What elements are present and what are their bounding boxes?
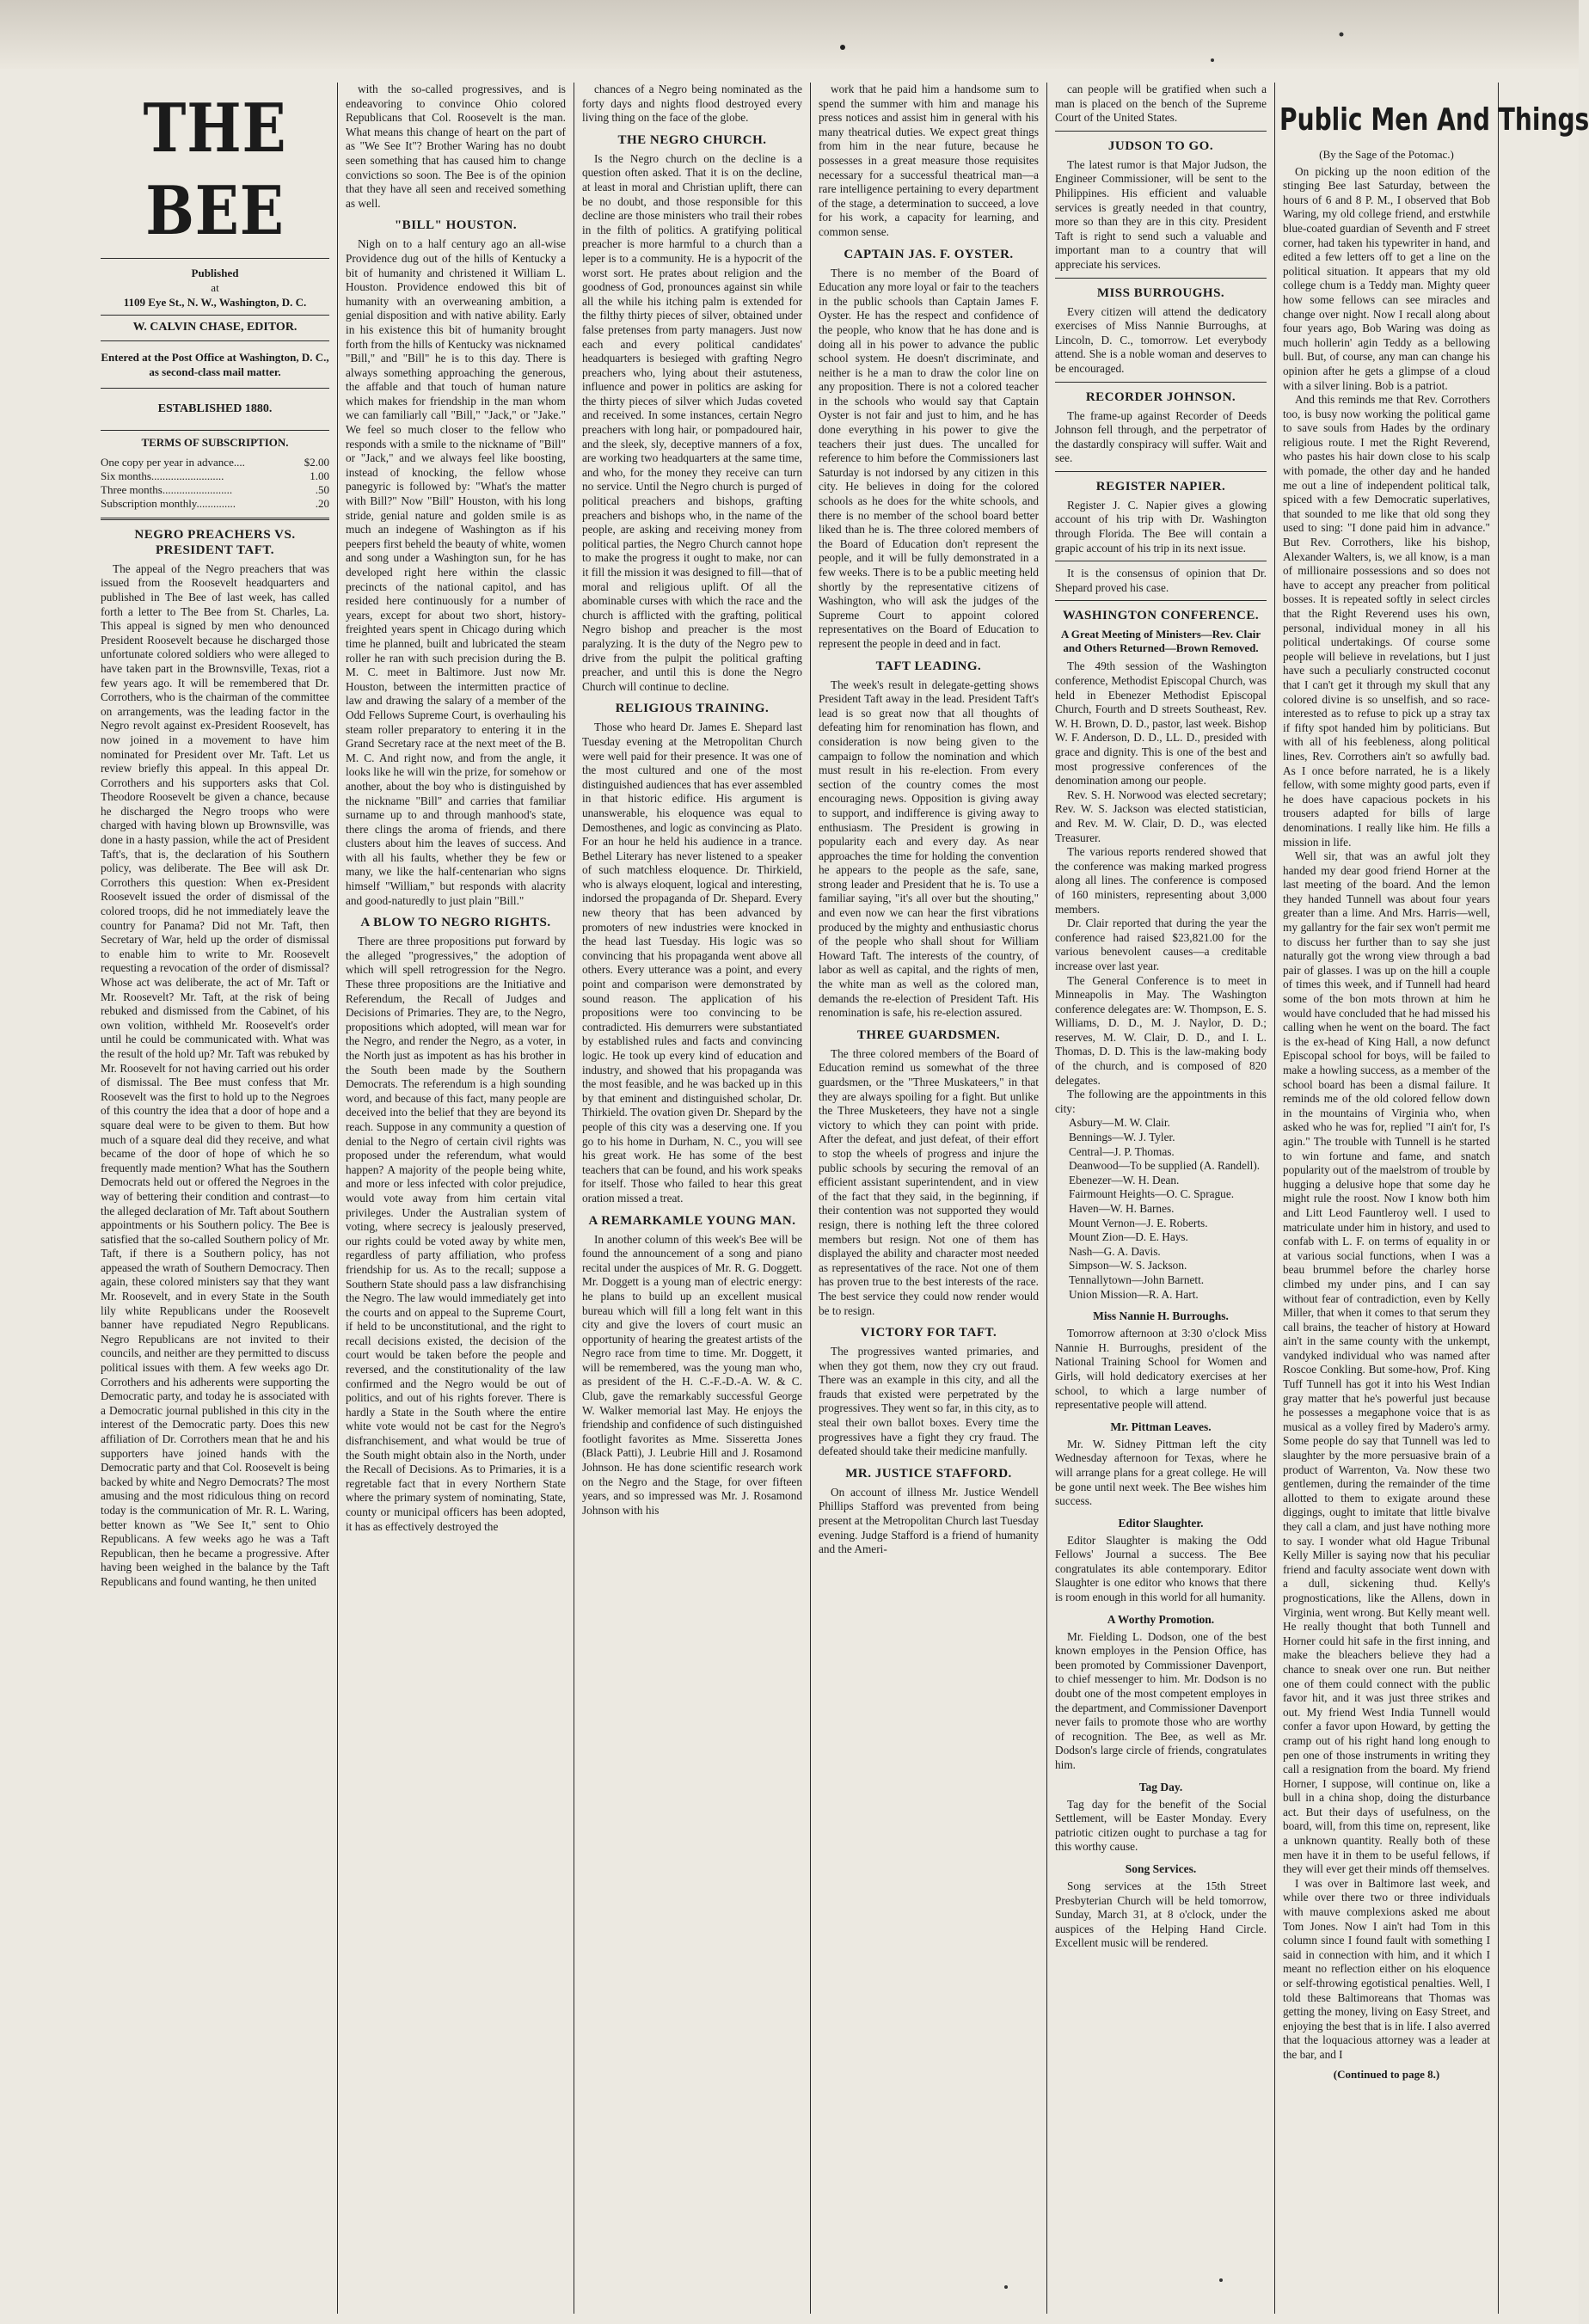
headline-recorder-johnson: RECORDER JOHNSON. [1085, 389, 1236, 404]
column-5 [1047, 83, 1275, 2314]
article-paragraph: The 49th session of the Washington conference, Methodist Episcopal Church, was held in Ebenezer Methodist Episcopal Church, Fourth and D streets Southeast, Rev. W. H. Brown, D. D., pastor, last week. Bishop W. F. Anderson, D. D., LL. D., presided with grace and dignity. This is one of the best and most progressive conferences of the denomination among our people. [1055, 659, 1267, 788]
list-item: Fairmount Heights—O. C. Sprague. [1069, 1187, 1235, 1201]
article-paragraph: Nigh on to a half century ago an all-wise Providence dug out of the hills of Kentucky a bit of humanity and christened it William L. Houston. Providence endowed this bit of humanity with an overweaning ambition, a genial disposition and with native ability. Early in his existence this bit of humanity brought forth from the hills of Kentucky was nicknamed "Bill," and "Bill" he is to this day. There is always something approaching the generous, the affable and that touch of human nature which makes for friendship in the man whom we can familiarly call "Bill," "Jack," or "Jake." We feel so much closer to the fellow who responds with a smile to the nickname of "Bill" or "Jack," and we always feel like boosting, instead of knocking, the fellow whose panegyric is followed by: "What's the matter with Bill?" Now "Bill" Houston, with his long stride, genial nature and golden smile is as much an indegene of Washington as if his peepers first beheld the beauty of white, women and song under a Washington sun, for he has developed right here within the classic precincts of the national capitol, and has resided here continuously for a number of years, except for about two short, history-freighted years spent in Chicago during which time he planned, built and lubricated the steam roller he ran with such precision during the B. M. C. meet in Baltimore. Just now Mr. Houston, between the intermitten practice of law and drawing the salary of a member of the Odd Fellows Supreme Court, is overhauling his steam roller preparatory to entering it in the Grand Secretary race at the next meet of the B. M. C. And right now, and from the angle, it looks like he will win the prize, for somehow or another, about the boy who is distinguished by the nickname "Bill" and carries that familiar surname up to and through manhood's state, there clings the aroma of friends, and there clusters about him the leaves of success. And with all his faults, whether they be few or many, we like the half-centenarian who signs himself "William," but responds with alacrity and good-naturedly to just plain "Bill." [346, 237, 566, 907]
article-paragraph: The various reports rendered showed that the conference was making marked progress along all lines. The conference is composed of 160 ministers, representing about 3,000 members. [1055, 845, 1267, 916]
byline: (By the Sage of the Potomac.) [1319, 148, 1454, 161]
article-paragraph: chances of a Negro being nominated as the forty days and nights flood destroyed every living thing on the face of the globe. [582, 83, 802, 125]
established-line: ESTABLISHED 1880. [157, 402, 273, 415]
terms-row: Six months.......................... 1.00 [101, 469, 329, 482]
headline-song-services: Song Services. [1125, 1861, 1197, 1875]
entered-notice: Entered at the Post Office at Washington, D. C., as second-class mail matter. [101, 350, 329, 378]
column-3 [574, 83, 811, 2314]
article-paragraph: And this reminds me that Rev. Corrothers too, is busy now working the political game to save souls from Hades by the ordinary religious route. I met the Right Reverend, who pastes his hair down close to his scalp with pomade, the other day and he handed me out a line of independent political talk, spiced with a few Democratic superlatives, that sounded to me like that old song they used to sing: "I done paid him in advance." But Rev. Corrothers, like his bishop, Alexander Walters, is, we all know, is a man of millionaire possessions and so does not have to accept any preacher from political bosses. It is repeated softly in select circles that the Right Reverend uses his own, personal, individual money in all his political undertakings. Of course some people will believe in revelations, but I just have such a peculiarly constructed coconut that I can't get it through my skull that any colored divine is so unselfish, and so race-interested as to refuse to pick up a stray tax if fifty spot handed him by politicians. But with all of his feebleness, along political lines, Rev. Corrothers ain't so awfully bad. As I once before narrated, he is a likely fellow, with some mighty good parts, even if he does have capacious pockets in his trousers adapted for bills of large denominations. I really like him. He fills a mission in life. [1283, 393, 1490, 849]
headline-blow-to-negro-rights: A BLOW TO NEGRO RIGHTS. [360, 916, 551, 930]
divider [101, 430, 329, 431]
article-paragraph: There are three propositions put forward by the alleged "progressives," the adoption of which will spell retrogression for the Negro. These three propositions are the Initiative and Referendum, the Recall of Judges and Decisions of Primaries. They are, to the Negro, propositions which adopted, will mean war for the Negro, and render the Negro, as a voter, in the North just as impotent as has his brother in the South been made by the Southern Democrats. The referendum is a high sounding word, and because of this fact, many people are deceived into the belief that they are beyond its reach. Suppose in any community a question of denial to the Negro of certain civil rights was proposed under the referendum, what would happen? A majority of the people being white, and more or less infected with color prejudice, would vote away from him certain vital privileges. Under the Australian system of voting, where secrecy is jealously preserved, our rights could be voted away by white men, regardless of party affiliation, who profess friendship for us. As to the recall; suppose a Southern State should pass a law disfranchising the Negro. The law would immediately get into the courts and on appeal to the Supreme Court, if held to be unconstitutional, and the right to recall decisions existed, the decision of the court would be taken before the people and reversed, and the constitutionality of the law confirmed and the Negro would be out of politics, and out of his rights forever. There is hardly a State in the South where the entire white vote would not be cast for the Negro's disfranchisement, and what would be true of the South might obtain also in the North, under the Recall of Decisions. As to Primaries, it is a regretable fact that in every Northern State where the primary system of nominating, State, county or municipal officers has been adopted, it has as effectively destroyed the [346, 935, 566, 1533]
article-paragraph: Those who heard Dr. James E. Shepard last Tuesday evening at the Metropolitan Church were well paid for their presence. It was one of the most cultured and one of the most distinguished audiences that has ever assembled in that historic edifice. His argument is unanswerable, his eloquence was equal to Demosthenes, and logic as convincing as Plato. For an hour he held his audience in a trance. Bethel Literary has never listened to a speaker of such matchless eloquence. Dr. Thirkield, who is always eloquent, logical and interesting, indorsed the propaganda of Dr. Shepard. Every new theory that has been advanced by promoters of new industries were knocked in the head last Tuesday. His logic was so convincing that his propaganda went above all others. Every utterance was a point, and every point and comparison were demonstrated by sound reason. The application of his propositions were too convincing to be contradicted. His demurrers were substantiated by established rules and facts and convincing logic. He took up every kind of education and industry, and showed that his propaganda was the most feasible, and he was backed up in this by that eminent and distinguished scholar, Dr. Thirkield. The ovation given Dr. Shepard by the people of this city was a deserving one. If you go to his home in Durham, N. C., you will see his great work. He has some of the best teachers that can be found, and his work speaks for itself. Those who failed to hear this great oration missed a treat. [582, 721, 802, 1205]
article-paragraph: On account of illness Mr. Justice Wendell Phillips Stafford was prevented from being present at the Metropolitan Church last Tuesday evening. Judge Stafford is a friend of humanity and the Ameri- [819, 1485, 1039, 1556]
article-paragraph: I was over in Baltimore last week, and while over there two or three individuals with mauve complexions asked me about Tom Jones. Now I ain't had Tom in this column since I found fault with something I said in connection with him, and it which I meant no reflection either on his eloquence or self-throwing egotistical penalties. Well, I told these Baltimoreans that Thomas was getting the money, living on Easy Street, and enjoying the best that is in life. I also averred that the loquacious attorney was a leader at the bar, and I [1283, 1876, 1490, 2061]
top-margin-band [0, 0, 1579, 69]
editor-line: W. CALVIN CHASE, EDITOR. [132, 321, 298, 334]
subheadline: A Great Meeting of Ministers—Rev. Clair and Others Returned—Brown Removed. [1060, 628, 1261, 655]
headline-editor-slaughter: Editor Slaughter. [1118, 1516, 1204, 1530]
headline-justice-stafford: MR. JUSTICE STAFFORD. [845, 1466, 1012, 1481]
divider [1055, 131, 1267, 132]
headline-remarkable-young-man: A REMARKAMLE YOUNG MAN. [588, 1213, 796, 1228]
headline-nannie-burroughs: Miss Nannie H. Burroughs. [1093, 1309, 1229, 1323]
headline-washington-conference: WASHINGTON CONFERENCE. [1062, 609, 1260, 623]
list-item: Central—J. P. Thomas. [1069, 1144, 1175, 1158]
divider [101, 315, 329, 316]
headline-religious-training: RELIGIOUS TRAINING. [615, 702, 770, 716]
published-label: Published [191, 267, 239, 279]
masthead-title: THE BEE [143, 89, 287, 250]
divider [101, 340, 329, 341]
article-paragraph: The General Conference is to meet in Minneapolis in May. The Washington conference delegates are: W. Thompson, E. S. Williams, D. D., M. J. Naylor, D. D.; reserves, M. W. Clair, D. D., and I. L. Thomas, D. D. This is the law-making body of the church, and is composed of 820 delegates. [1055, 973, 1267, 1087]
list-item: Ebenezer—W. H. Dean. [1069, 1173, 1180, 1187]
article-paragraph: Well sir, that was an awful jolt they handed my dear good friend Horner at the last meeting of the board. And the lemon they handed Tunnell was about four years greater than a lime. And Mrs. Harris—well, my gallantry for the fair sex won't permit me to discuss her further than to say she just naturally got the wrong view through a bad pair of glasses. I was up on the hill a couple of times this week, and if Tunnell had heard some of the bon mots thrown at him he would have concluded that he had missed his calling when he went on the board. The fact is the ex-head of King Hall, a now defunct Episcopal school for boys, will be failed to make a howling success, as a member of the school board has been a dismal failure. It reminds me of the old colored fellow down in the mountains of Virginia who, when asked who he was for, replied "I ain't for, I's agin." The trouble with Tunnell is he started to win fortune and fame, and snatch popularity out of the maelstrom of trouble by hugging a delusive hope that some day he might rule the roost. Now I know both him and Litt Leod Fauntleroy well. I used to matriculate under him in history, and used to confab with L. F. on terms of equality in or at various social functions, when I was a beau brummel before the charley horse climbed my under pins, and I can say without fear of contradiction, even by Kelly Miller, that when it comes to that serum they call brains, the teacher of history at Howard ain't in the same county with the unkempt, vandyked individual who was named after Roscoe Conkling. But some-how, Prof. King Tuff Tunnell has got it into his West Indian gray matter that he's powerful just because he possesses a megaphone voice that is as musical as a volley fired by Madero's army. Some people do say that Tunnell was led to slaughter by the more persuasive brain of a product of Warrenton, Va. Now these two gentlemen, during the remainder of the time allotted to them to exigate around these diggings, ought to imitate that little bivalve they call a clam, and just have nothing more to say. I wonder what old Hague Tribunal Kelly Miller is saying now that his peculiar friend and faculty associate went down with a dull, sickening thud. Kelly's prognostications, like the Allens, down in Virginia, went wrong. But Kelly meant well. He really thought that both Tunnell and Horner could hit safe in the first inning, and make the bleachers believe they had a chance to sneak over one run. But neither one of them could connect with the public favor hit, and it was just three strikes and out. My friend West India Tunnell would confer a favor upon Howard, by getting the cramp out of his right hand long enough to pen one of those instruments in writing they call a resignation from the board. My friend Horner, I suppose, will continue on, like a bull in a china shop, doing the disturbance act. But their days of usefulness, on the board, will, from this time on, represent, like a unknown quantity. Really both of these men have it in them to be useful fellows, if they will ever get their minds off themselves. [1283, 849, 1490, 1876]
headline-worthy-promotion: A Worthy Promotion. [1107, 1612, 1215, 1626]
article-paragraph: On picking up the noon edition of the stinging Bee last Saturday, between the hours of 6 and 8 P. M., I observed that Bob Waring, my old college friend, and erstwhile blue-coated guardian of Seventh and F street corner, had taken his typewriter in hand, and edited a few letters off to get a line on the political situation. It appears that my old college chum is a Teddy man. Mighty queer how some fellows can see miracles and change over night. Now I recall along about four years ago, Bob Waring was doing as much hollerin' agin Teddy as a bellowing bull. But, of course, any man can change his opinion after he gets a glimpse of a cloud with a silver lining. Bob is a patriot. [1283, 164, 1490, 392]
divider [101, 388, 329, 389]
headline-victory-for-taft: VICTORY FOR TAFT. [860, 1326, 997, 1340]
article-paragraph: There is no member of the Board of Education any more loyal or fair to the teachers in the public schools than Captain James F. Oyster. He has the respect and confidence of the people, who know that he has done and is doing all in his power to advance the public school system. He doesn't discriminate, and neither is he a man to draw the color line on any proposition. There is not a colored teacher in the schools who would say that Captain Oyster is not fair and just to him, and he has done everything in his power to give the teachers their just dues. The uncalled for reference to him before the Commissioners last Saturday is not indorsed by any citizen in this city. He believes in doing for the colored schools as he does for the white schools, and there is no member of the school board better liked than he is. The three colored members of the Board of Education don't represent the people, and it will be fully demonstrated in a few weeks. There is to be a public meeting held shortly by the representative citizens of Washington, who will ask the judges of the Supreme Court to appoint colored representatives on the Board of Education to represent the people in deed and in fact. [819, 266, 1039, 650]
headline-pittman-leaves: Mr. Pittman Leaves. [1110, 1420, 1212, 1433]
list-item: Haven—W. H. Barnes. [1069, 1202, 1175, 1215]
list-item: Mount Vernon—J. E. Roberts. [1069, 1216, 1208, 1229]
terms-row: Subscription monthly.............. .20 [101, 496, 329, 510]
headline-judson: JUDSON TO GO. [1107, 138, 1214, 153]
column-1 [93, 83, 338, 2314]
columns-grid [93, 83, 1589, 2314]
headline-negro-preachers: NEGRO PREACHERS VS. PRESIDENT TAFT. [134, 527, 296, 557]
list-item: Bennings—W. J. Tyler. [1069, 1131, 1175, 1144]
headline-taft-leading: TAFT LEADING. [875, 659, 982, 673]
divider [1055, 382, 1267, 383]
article-paragraph: Song services at the 15th Street Presbyterian Church will be held tomorrow, Sunday, March 31, at 8 o'clock, under the auspices of the Helping Hand Circle. Excellent music will be rendered. [1055, 1879, 1267, 1950]
list-item: Nash—G. A. Davis. [1069, 1244, 1161, 1258]
terms-row: Three months......................... .50 [101, 482, 329, 496]
divider [101, 518, 329, 520]
address: 1109 Eye St., N. W., Washington, D. C. [123, 296, 307, 309]
article-paragraph: Every citizen will attend the dedicatory exercises of Miss Nannie Burroughs, at Lincoln, D. C., tomorrow. Let everybody attend. She is a noble woman and deserves to be encouraged. [1055, 304, 1267, 375]
column-2 [338, 83, 574, 2314]
headline-register-napier: REGISTER NAPIER. [1095, 479, 1226, 494]
divider [1055, 471, 1267, 472]
appointments-list [1055, 1116, 1267, 1302]
list-item: Deanwood—To be supplied (A. Randell). [1069, 1159, 1261, 1173]
column-4 [811, 83, 1047, 2314]
list-item: Mount Zion—D. E. Hays. [1069, 1230, 1188, 1244]
article-paragraph: Tomorrow afternoon at 3:30 o'clock Miss Nannie H. Burroughs, president of the National Training School for Women and Girls, will hold dedicatory exercises at her school, to which a large number of representative people will attend. [1055, 1327, 1267, 1412]
article-paragraph: The following are the appointments in this city: [1055, 1088, 1267, 1115]
divider [1055, 600, 1267, 601]
article-paragraph: The frame-up against Recorder of Deeds Johnson fell through, and the perpetrator of the dastardly conspiracy will suffer. Wait and see. [1055, 408, 1267, 465]
list-item: Asbury—M. W. Clair. [1069, 1116, 1170, 1130]
divider [1055, 278, 1267, 279]
headline-three-guardsmen: THREE GUARDSMEN. [856, 1027, 1001, 1042]
article-paragraph: Mr. W. Sidney Pittman left the city Wednesday afternoon for Texas, where he will arrange plans for a great college. He will be gone until next week. The Bee wishes him success. [1055, 1437, 1267, 1508]
at-label: at [211, 281, 219, 294]
terms-row: One copy per year in advance.... $2.00 [101, 455, 329, 469]
article-paragraph: can people will be gratified when such a man is placed on the bench of the Supreme Court of the United States. [1055, 83, 1267, 125]
terms-list [101, 456, 329, 511]
article-paragraph: The appeal of the Negro preachers that was issued from the Roosevelt headquarters and published in The Bee of last week, has called forth a letter to The Bee from St. Charles, La. This appeal is signed by men who denounced President Roosevelt because he discharged those unfortunate colored soldiers who were alleged to have taken part in the Brownsville, Texas, riot a few years ago. It will be remembered that Dr. Corrothers, who is the chairman of the committee on arrangements, was the leading factor in the Negro revolt against ex-President Roosevelt, has now joined in a movement to have him nominated for President over Mr. Taft. Let us review briefly this appeal. In this appeal Dr. Corrothers and his supporters asks that Col. Theodore Roosevelt be given a chance, because he discharged the Negro troops who were charged with having blown up Brownsville, was done in a hasty passion, while the act of President Taft's, that is, the declaration of his Southern policy, was deliberate. The Bee will ask Dr. Corrothers this question: When ex-President Roosevelt issued the order of dismissal of the colored troops, did he not immediately leave the country for Panama? Did not Mr. Taft, then Secretary of War, held up the order of dismissal to enable him to write to Mr. Roosevelt requesting a revocation of the order of dismissal? Whose act was deliberate, the act of Mr. Taft or Mr. Roosevelt? Mr. Taft, at the risk of being rebuked and dismissed from the Cabinet, of his own volition, withheld Mr. Roosevelt's order until he could be communicated with. What was the result of the hold up? Mr. Taft was rebuked by Mr. Roosevelt for not having carried out his order of dismissal. The Bee must confess that Mr. Roosevelt was the first to hold up to the Negroes of this country the idea that a door of hope and a square deal were to be given to them. But how much of a square deal did they receive, and what became of the door of hope of which he so frequently made mention? What has the Southern Democrats held out or offered the Negroes in the way of bettering their condition and contrast—to the alleged declaration of Mr. Taft about Southern appointments or his Southern policy. The Bee is satisfied that the so-called Southern policy of Mr. Taft, if there is a Southern policy, has not appeased the wrath of Southern Democracy. Then again, these colored ministers say that they want Mr. Roosevelt, and in every State in the South lily white Republicans under the Roosevelt banner have repudiated Negro Republicans. Negro Republicans are not invited to their councils, and neither are they permitted to discuss political issues with them. A few weeks ago Dr. Corrothers and his adherents were supporting the Democratic party, and today he is associated with a Democratic journal published in this city in the interest of the Democratic party. Does this new affiliation of Dr. Corrothers mean that he and his supporters have joined hands with the Democratic party and that Col. Roosevelt is being backed by white and Negro Democrats? The most amusing and the most ridiculous thing on record today is the communication of Mr. R. L. Waring, better known as "We See It," sent to Ohio Republicans. A few weeks ago he was a Taft Republican, then he became a progressive. After having been weighed in the balance by the Taft Republicans and found wanting, he then united [101, 561, 329, 1588]
headline-negro-church: THE NEGRO CHURCH. [617, 132, 767, 147]
article-paragraph: The week's result in delegate-getting shows President Taft away in the lead. President Taft's lead is so great now that all thoughts of defeating him for renomination has flown, and consideration is now being given to the campaign to follow the nomination and which must result in his re-election. From every section of the country comes the most encouraging news. Opposition is giving away to support, and indifference is giving away to enthusiasm. The President is growing in popularity each and every day. As near approaches the time for holding the convention he appears to the people as the safe, sane, strong leader and President that he is. To use a familiar saying, "it's all over but the shouting," and even now we can hear the first vibrations produced by the mighty and enthusiastic chorus of the people who shall shout for William Howard Taft. The interests of the country, of labor as well as capital, and the rights of men, the white man as well as the colored man, demands the re-election of President Taft. His renomination is safe, his re-election assured. [819, 678, 1039, 1020]
headline-captain-oyster: CAPTAIN JAS. F. OYSTER. [844, 247, 1014, 261]
list-item: Tennallytown—John Barnett. [1069, 1272, 1205, 1286]
headline-tag-day: Tag Day. [1138, 1780, 1183, 1794]
section-title-public-men: Public Men And Things [1279, 102, 1589, 138]
article-paragraph: Register J. C. Napier gives a glowing account of his trip with Dr. Washington through Florida. The Bee will contain a grapic account of his trip in its next issue. [1055, 498, 1267, 555]
article-paragraph: It is the consensus of opinion that Dr. Shepard proved his case. [1055, 567, 1267, 594]
article-paragraph: In another column of this week's Bee will be found the announcement of a song and piano recital under the auspices of Mr. R. G. Doggett. Mr. Doggett is a young man of electric energy: he plans to build up an excellent musical bureau which will fill a long felt want in this city and give the lovers of court music an opportunity of hearing the greatest artists of the Negro race from time to time. Mr. Doggett, it will be remembered, was the young man who, as president of the H. C.-F.-D.-A. W. & C. Club, gave the remarkably successful George W. Walker memorial last May. He enjoys the friendship and confidence of such distinguished footlight favorites as Mme. Sisseretta Jones (Black Patti), J. Leubrie Hill and J. Rosamond Johnson. He has done scientific research work on the Negro and the Stage, for over fifteen years, and so impressed was Mr. J. Rosamond Johnson with his [582, 1232, 802, 1517]
article-paragraph: The progressives wanted primaries, and when they got them, now they cry out fraud. There was an example in this city, and all the frauds that existed were perpetrated by the progressives. They went so far, in this city, as to steal their own ballot boxes. Every time the progressives have a fight they cry fraud. The defeated should take their medicine manfully. [819, 1345, 1039, 1458]
article-paragraph: Mr. Fielding L. Dodson, one of the best known employes in the Pension Office, has been promoted by Commissioner Davenport, to chief messenger to him. Mr. Dodson is no doubt one of the most competent employes in the department, and Commissioner Davenport never fails to promote those who are worthy of recognition. The Bee, as well as Mr. Dodson's large circle of friends, congratulates him. [1055, 1629, 1267, 1771]
article-paragraph: with the so-called progressives, and is endeavoring to convince Ohio colored Republicans that Col. Roosevelt is the man. What means this change of heart on the part of as "We See It"? Brother Waring has no doubt seen something that has caused him to change convictions so soon. The Bee is of the opinion that they have all seen and received something as well. [346, 83, 566, 210]
list-item: Simpson—W. S. Jackson. [1069, 1259, 1187, 1272]
list-item: Union Mission—R. A. Hart. [1069, 1287, 1199, 1301]
headline-bill-houston: "BILL" HOUSTON. [394, 218, 518, 233]
article-paragraph: Dr. Clair reported that during the year the conference had raised $23,821.00 for the various benevolent causes—a creditable increase over last year. [1055, 917, 1267, 972]
divider [101, 258, 329, 259]
headline-miss-burroughs: MISS BURROUGHS. [1096, 285, 1225, 300]
article-paragraph: The latest rumor is that Major Judson, the Engineer Commissioner, will be sent to the Philippines. His efficient and valuable services is greatly needed in that country, more so than they are in this city. President Taft is right to send such a valuable and important man to a country that will appreciate his services. [1055, 157, 1267, 271]
column-6 [1275, 83, 1589, 2314]
terms-title: TERMS OF SUBSCRIPTION. [141, 436, 289, 450]
continued-note: (Continued to page 8.) [1333, 2067, 1440, 2081]
article-paragraph: Tag day for the benefit of the Social Settlement, will be Easter Monday. Every patriotic citizen ought to purchase a tag for this worthy cause. [1055, 1797, 1267, 1854]
article-paragraph: Is the Negro church on the decline is a question often asked. That it is on the decline, at least in moral and Christian uplift, there can be no doubt, and those responsible for this decline are those ministers who trail their robes in the filth of politics. A gratifying political preacher is more harmful to a church than a leper is to a community. He is a hypocrit of the worst sort. He prates about religion and the goodness of God, pronounces against sin while all the while his itching palm is extended for the filthy thirty pieces of silver, obtained under false pretenses from party managers. Just now each and every political candidates' headquarters is besieged with grafting Negro preachers who, lying about their astuteness, influence and power in politics are asking for the thirty pieces of silver which Judas coveted and received. In some instances, certain Negro preachers with long hair, or pompadoured hair, and the sleek, sly, deceptive manners of a fox, are working two headquarters at the same time, and who, for the money they receive can turn no service. Until the Negro church is purged of political preachers and bishops, grafting preachers and bishops who, in the name of the people, are asking and receiving money from political parties, the Negro Church cannot hope to make the progress it ought to make, nor can it fill the mission it was designed to fill—that of moral and religious uplift. Of all the abominable curses with which the race and the church is afflicted with the grafting, political Negro bishop and preacher is the most paralyzing. It is the duty of the Negro pew to drive from the pulpit the political grafting preacher, and until this is done the Negro Church will continue to decline. [582, 151, 802, 693]
article-paragraph: Rev. S. H. Norwood was elected secretary; Rev. W. S. Jackson was elected statistician, and Rev. M. W. Clair, D. D., was elected Treasurer. [1055, 788, 1267, 844]
article-paragraph: Editor Slaughter is making the Odd Fellows' Journal a success. The Bee congratulates its able contemporary. Editor Slaughter is one editor who knows that there is room enough in this world for all humanity. [1055, 1533, 1267, 1604]
article-paragraph: The three colored members of the Board of Education remind us somewhat of the three guardsmen, or the "Three Muskateers," in that they are always spoiling for a fight. But unlike the Three Musketeers, they have not a single victory to which they can point with pride. After the defeat, and just defeat, of their effort to stop the wheels of progress and injure the public schools by securing the removal of an efficient assistant superintendent, and in view of the fact that they said, in the beginning, if their contention was not supported they would resign, there is nothing left the three colored members but resign. Not one of them has displayed the ability and character most needed as representatives of the race. Not one of them has proven true to the best interests of the race. The best service they could now render would be to resign. [819, 1046, 1039, 1317]
article-paragraph: work that he paid him a handsome sum to spend the summer with him and manage his press notices and assist him in general with his many theatrical duties. We expect great things from him in the near future, because he possesses in a great measure those requisites necessary for a successful theatrical man—a rare intelligence pertaining to every department of the stage, a determination to succeed, a love for his work, a capacity for learning, and common sense. [819, 83, 1039, 238]
